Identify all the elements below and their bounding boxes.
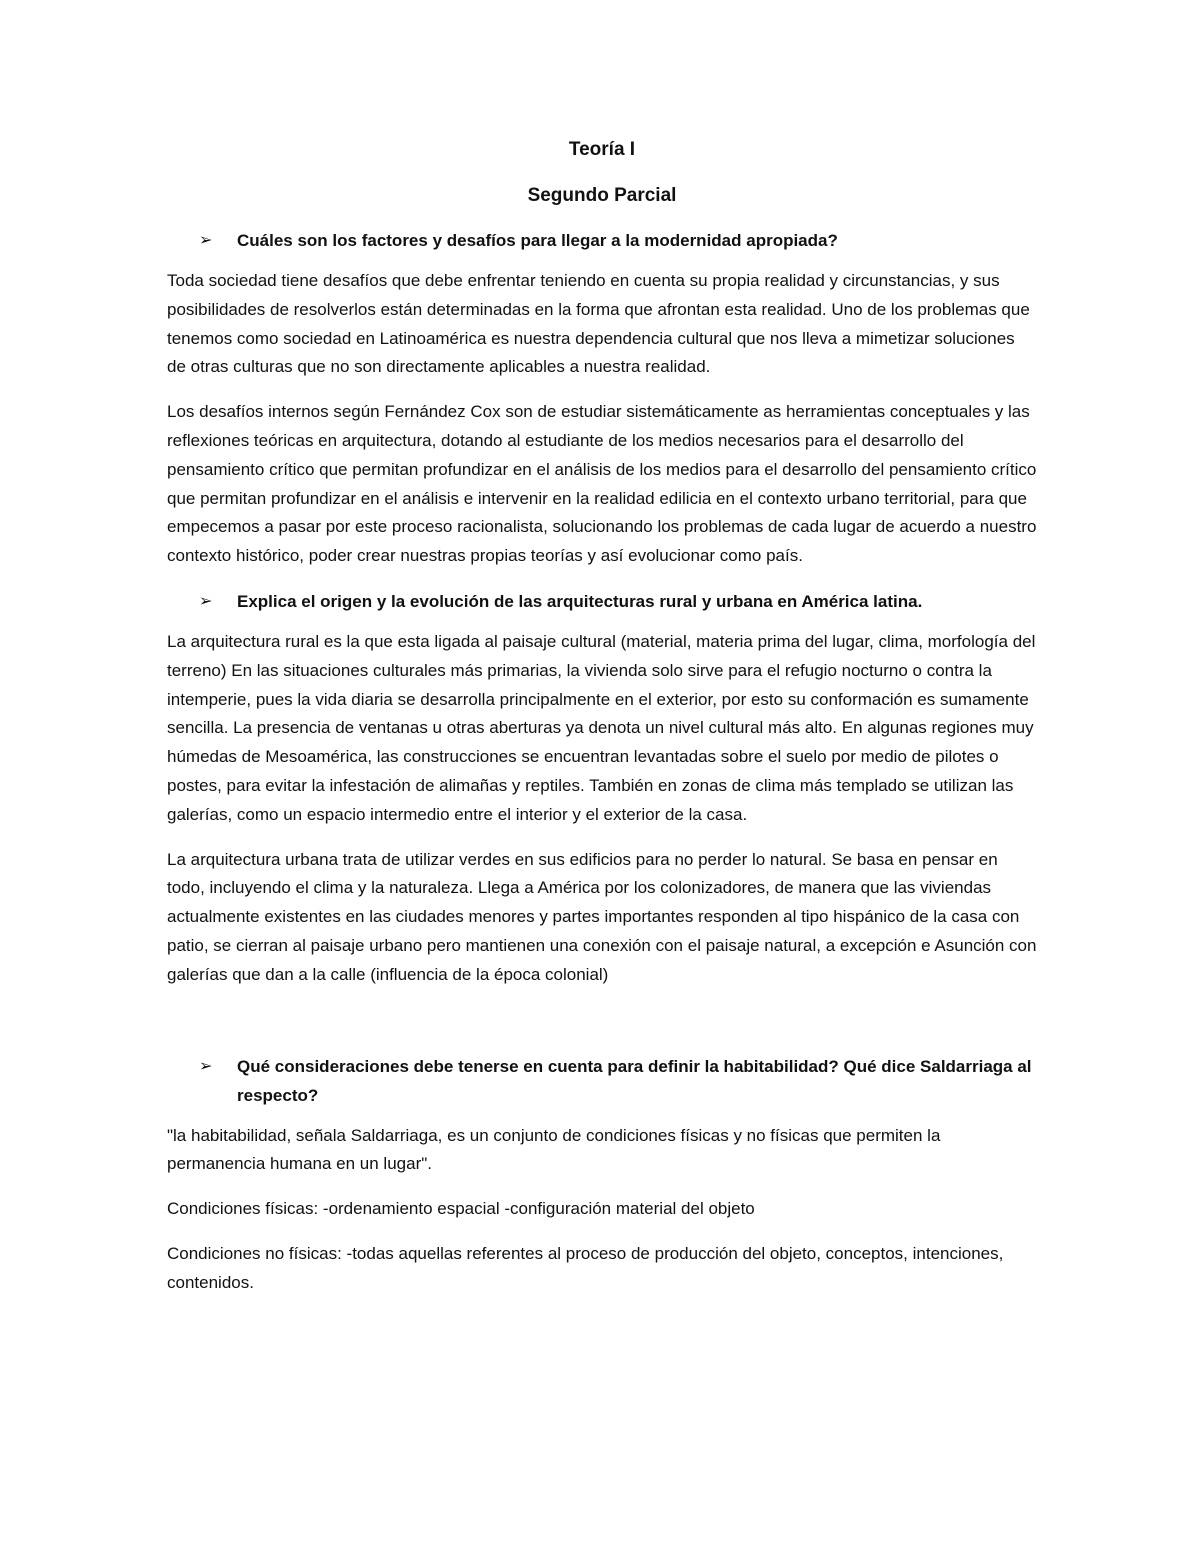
arrow-bullet-icon: ➢ [199,232,213,249]
paragraph-6: Condiciones físicas: -ordenamiento espacial -configuración material del objeto [167,1199,755,1219]
document-subtitle: Segundo Parcial [527,185,677,206]
arrow-bullet-icon: ➢ [199,1057,213,1075]
document-page [167,138,1037,1314]
blank-space [167,1006,1037,1052]
question-1 [199,226,1037,255]
question-1-text: Cuáles son los factores y desafíos para llegar a la modernidad apropiada? [237,231,838,250]
paragraph-3: La arquitectura rural es la que esta ligada al paisaje cultural (material, materia prima del lugar, clima, morfología del terreno) En las situaciones culturales más primarias, la vivienda solo sirve para el refugio nocturno o contra la intemperie, pues la vida diaria se desarrolla principalmente en el exterior, por esto su conformación es sumamente sencilla. La presencia de ventanas u otras aberturas ya denota un nivel cultural más alto. En algunas regiones muy húmedas de Mesoamérica, las construcciones se encuentran levantadas sobre el suelo por medio de pilotes o postes, para evitar la infestación de alimañas y reptiles. También en zonas de clima más templado se utilizan las galerías, como un espacio intermedio entre el interior y el exterior de la casa. [167,631,1036,824]
question-3-text: Qué consideraciones debe tenerse en cuenta para definir la habitabilidad? Qué dice Saldarriaga al respecto? [237,1056,1032,1105]
paragraph-5: "la habitabilidad, señala Saldarriaga, es un conjunto de condiciones físicas y no físicas que permiten la permanencia humana en un lugar". [167,1125,941,1174]
question-2 [199,587,1037,616]
arrow-bullet-icon: ➢ [199,592,213,610]
question-2-text: Explica el origen y la evolución de las arquitecturas rural y urbana en América latina. [237,591,923,611]
document-title: Teoría I [568,139,636,160]
paragraph-7: Condiciones no físicas: -todas aquellas referentes al proceso de producción del objeto, conceptos, intenciones, contenidos. [167,1243,1004,1292]
paragraph-1: Toda sociedad tiene desafíos que debe enfrentar teniendo en cuenta su propia realidad y circunstancias, y sus posibilidades de resolverlos están determinadas en la forma que afrontan esta realidad. Uno de los problemas que tenemos como sociedad en Latinoamérica es nuestra dependencia cultural que nos lleva a mimetizar soluciones de otras culturas que no son directamente aplicables a nuestra realidad. [167,271,1030,377]
question-3 [199,1052,1037,1110]
paragraph-4: La arquitectura urbana trata de utilizar verdes en sus edificios para no perder lo natural. Se basa en pensar en todo, incluyendo el clima y la naturaleza. Llega a América por los colonizadores, de manera que las viviendas actualmente existentes en las ciudades menores y partes importantes responden al tipo hispánico de la casa con patio, se cierran al paisaje urbano pero mantienen una conexión con el paisaje natural, a excepción e Asunción con galerías que dan a la calle (influencia de la época colonial) [167,849,1037,984]
paragraph-2: Los desafíos internos según Fernández Cox son de estudiar sistemáticamente as herramientas conceptuales y las reflexiones teóricas en arquitectura, dotando al estudiante de los medios necesarios para el desarrollo del pensamiento crítico que permitan profundizar en el análisis de los medios para el desarrollo del pensamiento crítico que permitan profundizar en el análisis e intervenir en la realidad edilicia en el contexto urbano territorial, para que empecemos a pasar por este proceso racionalista, solucionando los problemas de cada lugar de acuerdo a nuestro contexto histórico, poder crear nuestras propias teorías y así evolucionar como país. [167,402,1037,566]
